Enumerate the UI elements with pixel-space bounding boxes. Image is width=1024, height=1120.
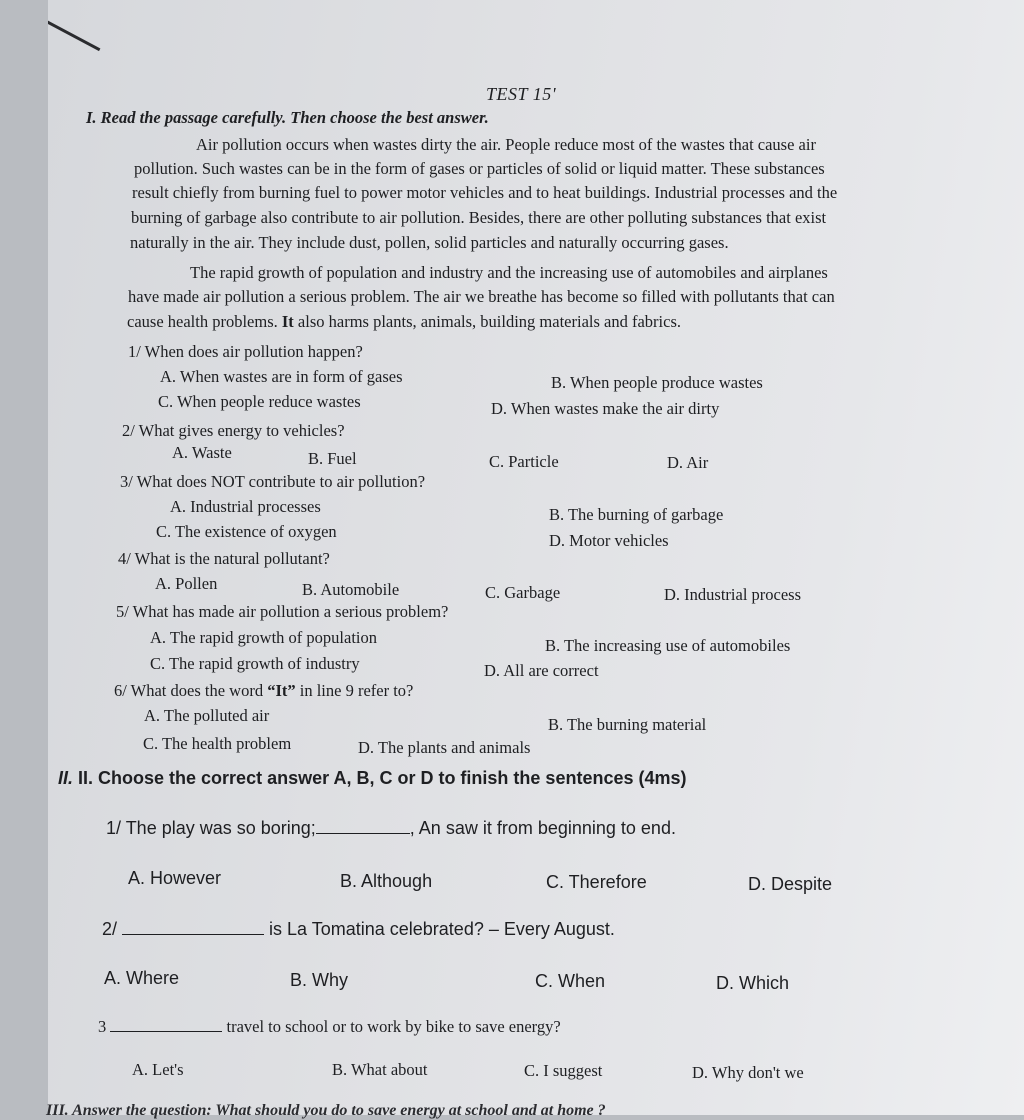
option-a: A. The rapid growth of population <box>150 628 377 647</box>
passage-line: Air pollution occurs when wastes dirty the air. People reduce most of the wastes that cause air <box>196 135 816 154</box>
option-d: D. Despite <box>748 874 833 894</box>
passage-line <box>127 310 681 335</box>
option-d: D. Industrial process <box>664 585 802 604</box>
option-d: D. Motor vehicles <box>549 531 669 550</box>
s2-question-2 <box>102 919 615 940</box>
section3-heading-cut: III. Answer the question: What should you do to save energy at school and at home ? <box>46 1102 606 1119</box>
option-d: D. Air <box>667 453 709 472</box>
option-a: A. Waste <box>172 443 232 462</box>
question-3: 3/ What does NOT contribute to air pollution? <box>120 472 426 491</box>
s2-question-text: 1/ The play was so boring; <box>106 818 316 838</box>
option-a: A. When wastes are in form of gases <box>160 367 403 386</box>
question-1: 1/ When does air pollution happen? <box>128 342 363 361</box>
option-a: A. Pollen <box>155 574 218 593</box>
option-b: B. The burning of garbage <box>549 505 724 524</box>
section2-heading <box>58 768 687 789</box>
option-c: C. Therefore <box>546 872 647 892</box>
passage-line: result chiefly from burning fuel to power motor vehicles and to heat buildings. Industrial processes and the <box>132 183 838 202</box>
option-a: A. Where <box>104 968 180 988</box>
passage-segment: cause health problems. <box>127 312 278 331</box>
option-b: B. The increasing use of automobiles <box>545 636 791 655</box>
option-c: C. The rapid growth of industry <box>150 654 360 673</box>
pen-mark <box>48 0 111 51</box>
passage-line: have made air pollution a serious problem. The air we breathe has become so filled with pollutants that can <box>128 287 835 306</box>
option-b: B. Why <box>290 970 349 990</box>
option-d: D. Which <box>716 973 790 993</box>
answer-blank[interactable] <box>110 1031 222 1032</box>
option-c: C. When people reduce wastes <box>158 392 361 411</box>
option-d: D. All are correct <box>484 661 599 680</box>
option-c: C. Particle <box>489 452 559 471</box>
passage-segment: also harms plants, animals, building materials and fabrics. <box>293 312 681 331</box>
option-d: D. Why don't we <box>692 1063 804 1082</box>
option-c: C. The existence of oxygen <box>156 522 337 541</box>
question-5: 5/ What has made air pollution a serious problem? <box>116 602 449 621</box>
s2-question-text: 2/ <box>102 919 118 939</box>
question-6-text: in line 9 refer to? <box>295 681 414 700</box>
option-b: B. When people produce wastes <box>551 373 763 392</box>
option-d: D. When wastes make the air dirty <box>491 399 720 418</box>
option-c: C. I suggest <box>524 1061 603 1080</box>
s2-question-text: is La Tomatina celebrated? – Every August. <box>264 919 615 939</box>
question-6-word: “It” <box>267 681 296 700</box>
section1-heading: I. Read the passage carefully. Then choose the best answer. <box>86 108 489 127</box>
option-a: A. Let's <box>132 1060 184 1079</box>
passage-line: The rapid growth of population and industry and the increasing use of automobiles and airplanes <box>190 263 828 282</box>
passage-line: naturally in the air. They include dust, pollen, solid particles and naturally occurring gases. <box>130 233 729 252</box>
question-4: 4/ What is the natural pollutant? <box>118 549 330 568</box>
option-b: B. What about <box>332 1060 428 1079</box>
option-a: A. However <box>128 868 222 888</box>
option-a: A. The polluted air <box>144 706 270 725</box>
answer-blank[interactable] <box>316 833 410 834</box>
passage-line: pollution. Such wastes can be in the form of gases or particles of solid or liquid matter. These substances <box>134 159 825 178</box>
option-d: D. The plants and animals <box>358 738 531 757</box>
section2-heading-text: II. Choose the correct answer A, B, C or D to finish the sentences (4ms) <box>78 768 687 788</box>
test-title: TEST 15' <box>486 84 557 104</box>
question-2: 2/ What gives energy to vehicles? <box>122 421 345 440</box>
s2-question-text: travel to school or to work by bike to save energy? <box>222 1017 561 1036</box>
option-b: B. Although <box>340 871 433 891</box>
question-6 <box>114 681 413 701</box>
option-b: B. The burning material <box>548 715 707 734</box>
passage-word-it: It <box>281 312 294 331</box>
option-b: B. Fuel <box>308 449 357 468</box>
s2-question-1 <box>106 818 676 839</box>
s2-question-text: 3 <box>98 1017 107 1036</box>
s2-question-text: , An saw it from beginning to end. <box>409 818 676 838</box>
section2-numeral: II. <box>58 768 74 788</box>
option-c: C. When <box>535 971 606 991</box>
question-6-text: 6/ What does the word <box>114 681 268 700</box>
s2-question-3 <box>98 1017 561 1037</box>
option-a: A. Industrial processes <box>170 497 321 516</box>
option-c: C. Garbage <box>485 583 561 602</box>
option-c: C. The health problem <box>143 734 292 753</box>
passage-line: burning of garbage also contribute to air pollution. Besides, there are other polluting substances that exist <box>131 208 827 227</box>
option-b: B. Automobile <box>302 580 400 599</box>
answer-blank[interactable] <box>122 934 264 935</box>
